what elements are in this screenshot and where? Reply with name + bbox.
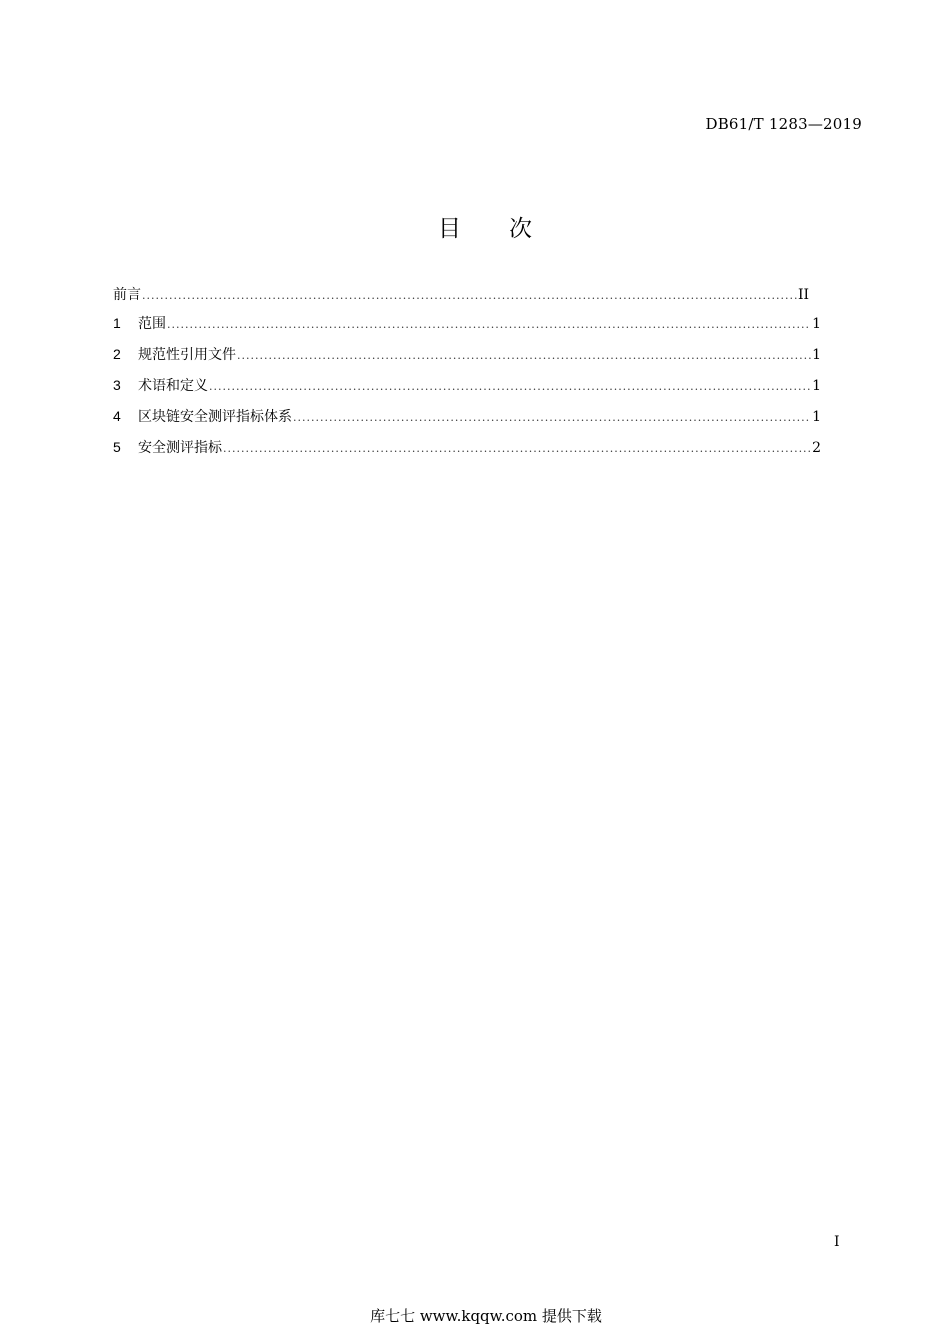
toc-entry-page: 1 <box>812 347 821 363</box>
toc-entry-preface[interactable] <box>113 284 821 313</box>
toc-entry-page: 2 <box>812 440 821 456</box>
toc-entry-evaluation-indexes[interactable] <box>113 437 821 468</box>
toc-leader-dots <box>167 318 811 331</box>
toc-entry-page: 1 <box>812 409 821 425</box>
toc-leader-dots <box>293 411 811 424</box>
toc-entry-scope[interactable] <box>113 313 821 344</box>
toc-entry-page: II <box>797 287 809 303</box>
toc-entry-number: 5 <box>113 439 121 455</box>
toc-entry-label: 前言 <box>113 287 141 303</box>
toc-entry-label: 规范性引用文件 <box>138 347 236 363</box>
toc-entry-terms-definitions[interactable] <box>113 375 821 406</box>
toc-entry-label: 术语和定义 <box>138 378 208 394</box>
toc-leader-dots <box>209 380 811 393</box>
toc-entry-number: 3 <box>113 377 121 393</box>
toc-leader-dots <box>223 442 811 455</box>
page-number: I <box>834 1234 840 1250</box>
toc-title <box>0 210 950 243</box>
toc-entry-number: 1 <box>113 315 121 331</box>
table-of-contents <box>113 284 821 468</box>
toc-entry-number: 2 <box>113 346 121 362</box>
document-code: DB61/T 1283—2019 <box>705 115 862 133</box>
footer-download-note: 库七七 www.kqqw.com 提供下载 <box>370 1307 602 1325</box>
toc-leader-dots <box>142 289 797 302</box>
toc-entry-normative-references[interactable] <box>113 344 821 375</box>
toc-entry-page: 1 <box>812 316 821 332</box>
toc-title-part2: 次 <box>509 216 532 242</box>
toc-entry-label: 安全测评指标 <box>138 440 222 456</box>
toc-entry-label: 区块链安全测评指标体系 <box>138 409 292 425</box>
toc-entry-page: 1 <box>812 378 821 394</box>
toc-entry-label: 范围 <box>138 316 166 332</box>
toc-title-part1: 目 <box>438 216 461 242</box>
toc-entry-index-system[interactable] <box>113 406 821 437</box>
toc-leader-dots <box>237 349 811 362</box>
toc-entry-number: 4 <box>113 408 121 424</box>
